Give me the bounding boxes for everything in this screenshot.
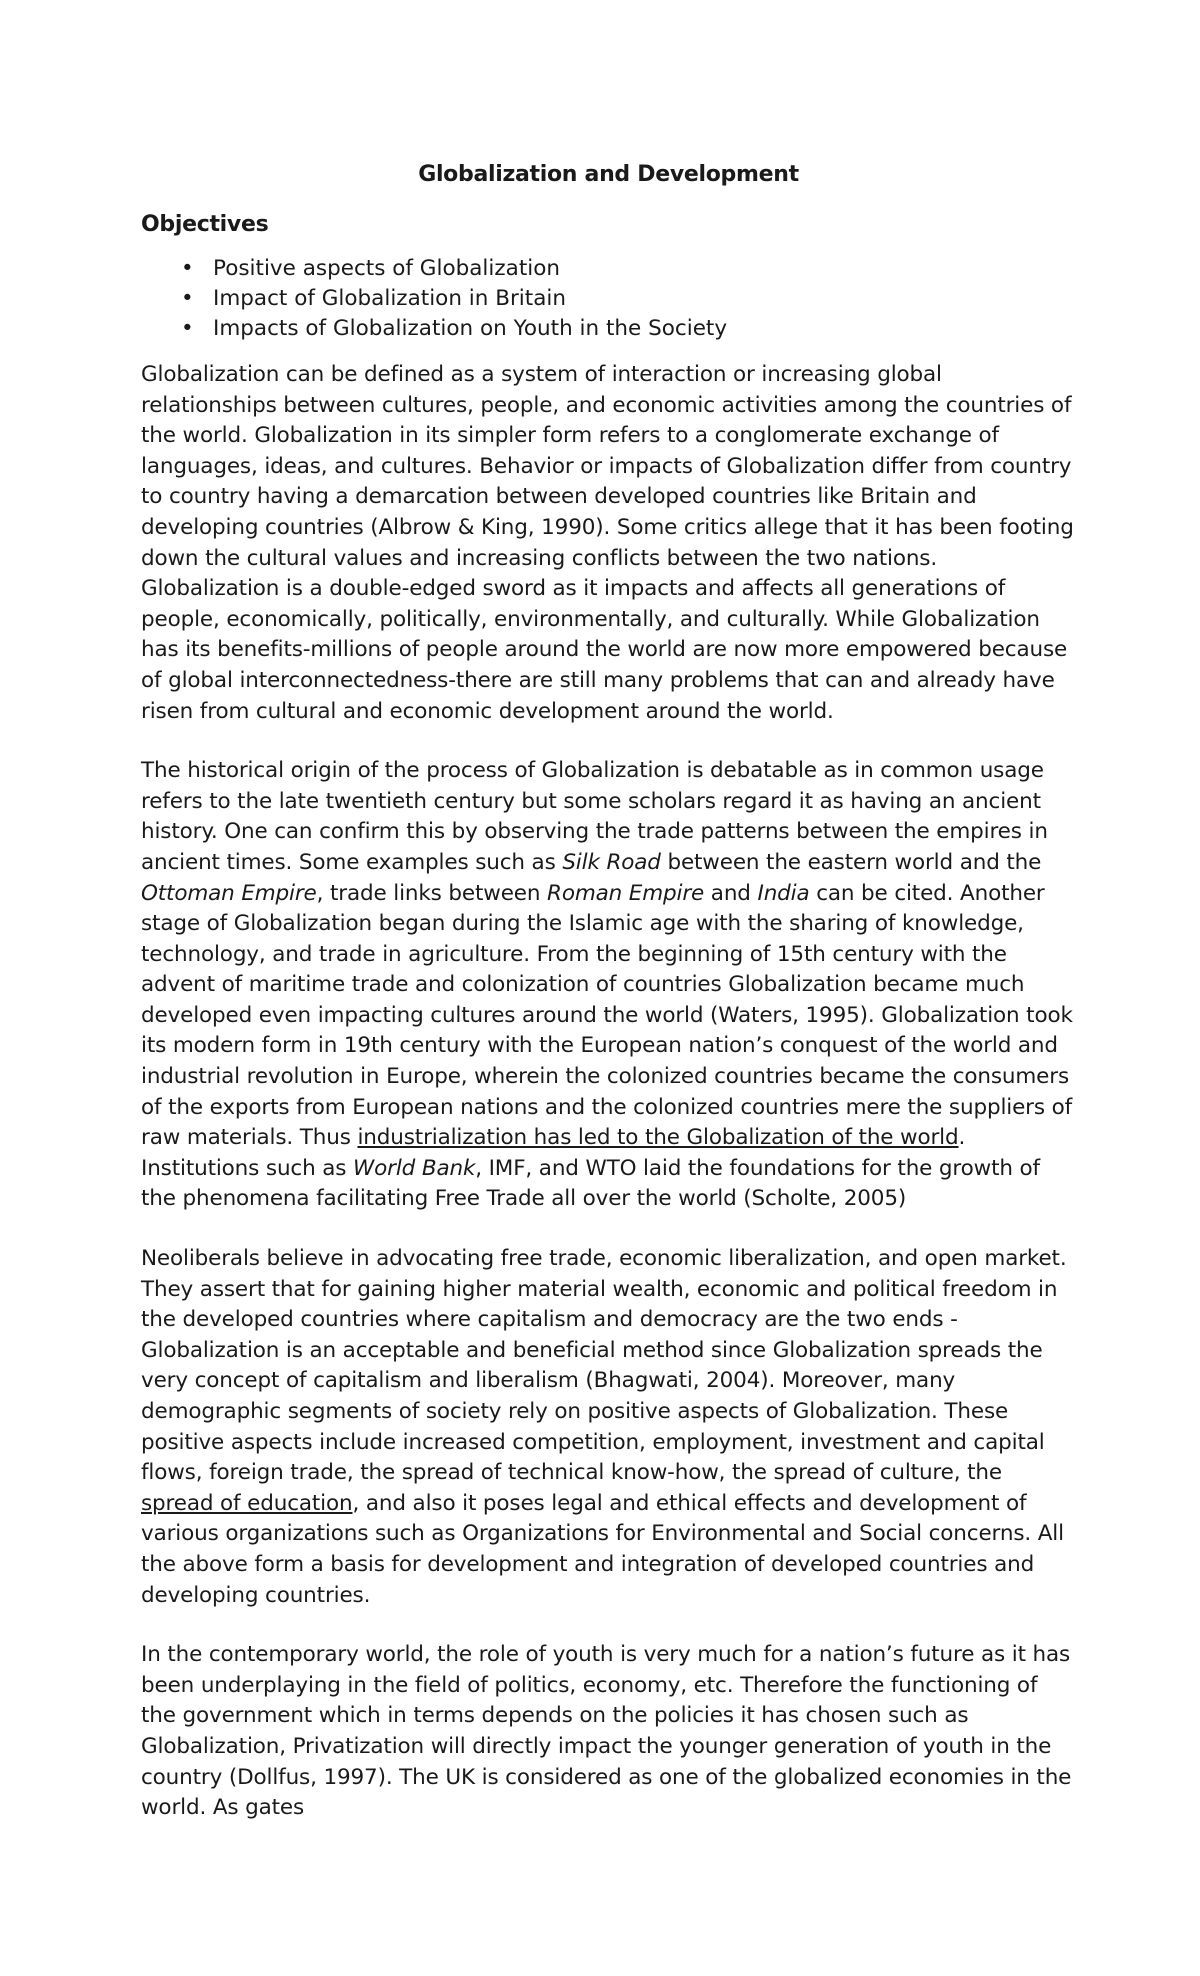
objective-text: Impact of Globalization in Britain [213, 286, 566, 311]
text-run: The historical origin of the process of Globalization is debatable as in common usage refers to the late twentieth century but some scholars regard it as having an ancient history. One can confirm this by observing the trade patterns between the empires in ancient times. Some examples such as [141, 758, 1048, 875]
italic-term-india: India [757, 880, 810, 906]
text-run: Neoliberals believe in advocating free trade, economic liberalization, and open market. They assert that for gaining higher material wealth, economic and political freedom in the developed countries where capitalism and democracy are the two ends - Globalization is an acceptable and beneficial method since Globalization spreads the very concept of capitalism and liberalism (Bhagwati, 2004). Moreover, many demographic segments of society rely on positive aspects of Globalization. These positive aspects include increased competition, employment, investment and capital flows, foreign trade, the spread of technical know-how, the spread of culture, the [141, 1246, 1067, 1486]
italic-term-silk-road: Silk Road [562, 849, 661, 875]
text-run: and [704, 880, 758, 906]
text-run: , trade links between [316, 880, 548, 906]
paragraph-history [141, 756, 1076, 1215]
text-run: , and also it poses legal and ethical effects and development of various organizations such as Organizations for Environmental and Social concerns. All the above form a basis for development and integration of developed countries and developing countries. [141, 1490, 1064, 1608]
bullet-icon: • [181, 316, 194, 341]
italic-term-roman-empire: Roman Empire [547, 880, 705, 906]
paragraph-definition: Globalization can be defined as a system of interaction or increasing global relationships between cultures, people, and economic activities among the countries of the world. Globalization in its simpler form refers to a conglomerate exchange of languages, ideas, and cultures. Behavior or impacts of Globalization differ from country to country having a demarcation between developed countries like Britain and developing countries (Albrow & King, 1990). Some critics allege that it has been footing down the cultural values and increasing conflicts between the two nations. Globalization is a double-edged sword as it impacts and affects all generations of people, economically, politically, environmentally, and culturally. While Globalization has its benefits-millions of people around the world are now more empowered because of global interconnectedness-there are still many problems that can and already have risen from cultural and economic development around the world. [141, 362, 1074, 724]
list-item [141, 284, 1076, 314]
paragraph-neoliberals [141, 1244, 1076, 1611]
document-title: Globalization and Development [418, 162, 799, 187]
objective-text: Positive aspects of Globalization [213, 256, 561, 281]
paragraph-youth: In the contemporary world, the role of youth is very much for a nation’s future as it has been underplaying in the field of politics, economy, etc. Therefore the functioning of the government which in terms depends on the policies it has chosen such as Globalization, Privatization will directly impact the younger generation of youth in the country (Dollfus, 1997). The UK is considered as one of the globalized economies in the world. As gates [141, 1642, 1072, 1821]
document-page [141, 160, 1076, 1853]
bullet-icon: • [181, 286, 194, 311]
objectives-list [141, 254, 1076, 344]
bullet-icon: • [181, 256, 194, 281]
list-item [141, 254, 1076, 284]
text-run: can be cited. Another stage of Globalization began during the Islamic age with the sharing of knowledge, technology, and trade in agriculture. From the beginning of 15th century with the advent of maritime trade and colonization of countries Globalization became much developed even impacting cultures around the world (Waters, 1995). Globalization took its modern form in 19th century with the European nation’s conquest of the world and industrial revolution in Europe, wherein the colonized countries became the consumers of the exports from European nations and the colonized countries mere the suppliers of raw materials. Thus [141, 880, 1073, 1151]
objectives-heading: Objectives [141, 212, 269, 237]
list-item [141, 314, 1076, 344]
italic-term-world-bank: World Bank [353, 1155, 476, 1181]
objective-text: Impacts of Globalization on Youth in the Society [213, 316, 728, 341]
underlined-phrase-industrialization: industrialization has led to the Globalization of the world [357, 1125, 959, 1151]
text-run: , IMF, and WTO laid the foundations for the growth of the phenomena facilitating Free Trade all over the world (Scholte, 2005) [141, 1155, 1040, 1212]
italic-term-ottoman-empire: Ottoman Empire [141, 880, 317, 906]
text-run: between the eastern world and the [660, 849, 1042, 875]
text-run: . Institutions such as [141, 1125, 966, 1181]
underlined-phrase-spread-of-education: spread of education [141, 1490, 353, 1516]
